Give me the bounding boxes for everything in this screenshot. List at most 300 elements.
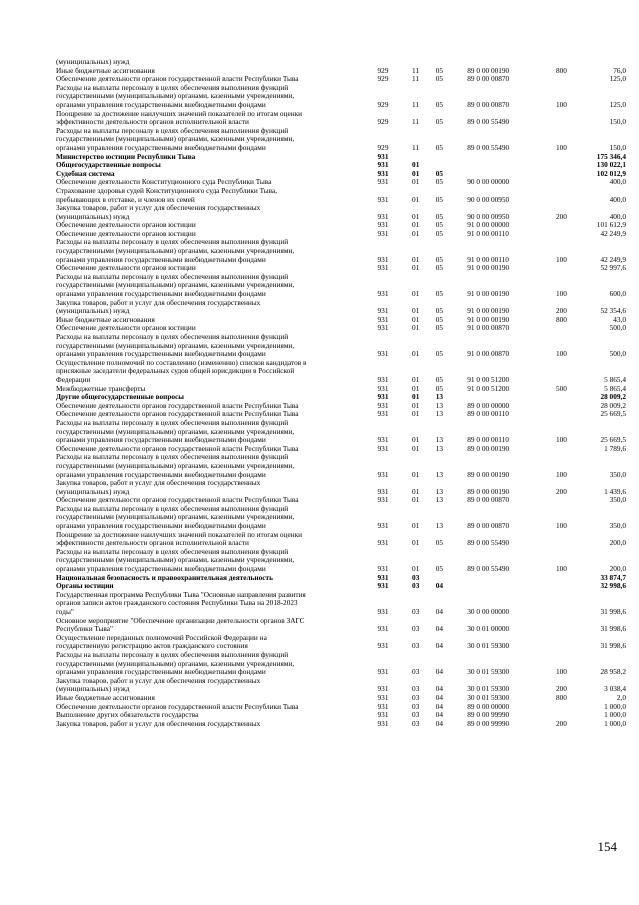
target-article-code: 89 0 00 00110 xyxy=(467,435,509,445)
ministry-code: 931 xyxy=(377,160,389,170)
subsection-code: 05 xyxy=(435,263,443,273)
expense-name: Судебная система xyxy=(56,168,115,178)
subsection-code: 04 xyxy=(435,624,443,634)
section-code: 01 xyxy=(412,443,420,453)
table-row xyxy=(56,677,626,686)
section-code: 01 xyxy=(412,254,420,264)
target-article-code: 91 0 00 00870 xyxy=(467,349,510,359)
expense-name: (муниципальных) нужд xyxy=(56,57,130,66)
expense-name: Осуществление переданных полномочий Российской Федерации на xyxy=(56,632,267,642)
subsection-code: 04 xyxy=(435,581,443,591)
expense-name: органами управления государственными внебюджетными фондами xyxy=(56,142,266,152)
ministry-code: 931 xyxy=(377,710,389,720)
amount: 28 009,2 xyxy=(600,392,626,402)
table-row xyxy=(56,599,626,608)
expense-name: Расходы на выплаты персоналу в целях обеспечения выполнения функций xyxy=(56,503,289,513)
ministry-code: 931 xyxy=(377,306,389,316)
expense-name: Закупка товаров, работ и услуг для обеспечения государственных xyxy=(56,478,261,488)
expense-name: Закупка товаров, работ и услуг для обеспечения государственных xyxy=(56,203,261,213)
expense-name: Поощрение за достижение наилучших значений показателей по итогам оценки xyxy=(56,529,303,539)
target-article-code: 89 0 00 00870 xyxy=(467,74,510,84)
expense-name: Межбюджетные трансферты xyxy=(56,383,146,393)
expense-name: Основное мероприятие "Обеспечение организации деятельности органов ЗАГС xyxy=(56,615,305,625)
expense-name: Обеспечение деятельности органов юстиции xyxy=(56,220,196,230)
target-article-code: 91 0 00 00190 xyxy=(467,263,510,273)
section-code: 01 xyxy=(412,228,420,238)
section-code: 01 xyxy=(412,160,420,170)
expense-name: Министерство юстиции Республики Тыва xyxy=(56,151,196,161)
expense-name: эффективности деятельности органов исполнительной власти xyxy=(56,538,249,548)
section-code: 01 xyxy=(412,409,420,419)
expense-name: государственными (муниципальными) органами, казенными учреждениями, xyxy=(56,340,295,350)
expense-name: Выполнение других обязательств государства xyxy=(56,710,199,720)
section-code: 01 xyxy=(412,400,420,410)
target-article-code: 91 0 00 00110 xyxy=(467,228,509,238)
expense-name: государственными (муниципальными) органами, казенными учреждениями, xyxy=(56,512,295,522)
expense-name: Закупка товаров, работ и услуг для обеспечения государственных xyxy=(56,297,261,307)
amount: 1 439,6 xyxy=(604,486,626,496)
expense-name: пребывающих в отставке, и членов их семей xyxy=(56,194,195,204)
ministry-code: 931 xyxy=(377,581,389,591)
section-code: 03 xyxy=(412,710,420,720)
expense-name: государственными (муниципальными) органами, казенными учреждениями, xyxy=(56,134,295,144)
ministry-code: 931 xyxy=(377,383,389,393)
expense-name: Иные бюджетные ассигнования xyxy=(56,314,155,324)
amount: 1 000,0 xyxy=(604,718,626,728)
expense-name: (муниципальных) нужд xyxy=(56,486,130,496)
expense-name: Обеспечение деятельности органов государственной власти Республики Тыва xyxy=(56,495,299,505)
expense-name: органами управления государственными внебюджетными фондами xyxy=(56,564,266,574)
amount: 175 346,4 xyxy=(596,151,626,161)
expense-type-code: 200 xyxy=(555,718,567,728)
ministry-code: 931 xyxy=(377,538,389,548)
target-article-code: 89 0 00 55490 xyxy=(467,117,510,127)
target-article-code: 89 0 00 55490 xyxy=(467,142,510,152)
subsection-code: 05 xyxy=(435,538,443,548)
section-code: 03 xyxy=(412,581,420,591)
ministry-code: 931 xyxy=(377,718,389,728)
section-code: 01 xyxy=(412,374,420,384)
subsection-code: 13 xyxy=(435,486,443,496)
target-article-code: 89 0 00 99990 xyxy=(467,710,510,720)
section-code: 01 xyxy=(412,168,420,178)
section-code: 11 xyxy=(412,65,420,75)
subsection-code: 05 xyxy=(435,374,443,384)
expense-name: Расходы на выплаты персоналу в целях обеспечения выполнения функций xyxy=(56,546,289,556)
target-article-code: 91 0 00 00000 xyxy=(467,220,510,230)
amount: 400,0 xyxy=(609,194,626,204)
target-article-code: 91 0 00 00190 xyxy=(467,314,510,324)
section-code: 11 xyxy=(412,74,420,84)
amount: 130 022,1 xyxy=(596,160,626,170)
subsection-code: 04 xyxy=(435,692,443,702)
subsection-code: 05 xyxy=(435,168,443,178)
expense-name: Обеспечение деятельности органов государственной власти Республики Тыва xyxy=(56,701,299,711)
section-code: 03 xyxy=(412,641,420,651)
expense-name: Расходы на выплаты персоналу в целях обеспечения выполнения функций xyxy=(56,649,289,659)
ministry-code: 931 xyxy=(377,572,389,582)
ministry-code: 931 xyxy=(377,151,389,161)
target-article-code: 89 0 00 00190 xyxy=(467,65,510,75)
amount: 102 012,9 xyxy=(596,168,626,178)
subsection-code: 04 xyxy=(435,607,443,616)
ministry-code: 931 xyxy=(377,641,389,651)
subsection-code: 05 xyxy=(435,254,443,264)
subsection-code: 13 xyxy=(435,495,443,505)
table-row xyxy=(56,204,626,213)
expense-name: органами управления государственными внебюджетными фондами xyxy=(56,667,266,677)
subsection-code: 05 xyxy=(435,228,443,238)
section-code: 01 xyxy=(412,220,420,230)
section-code: 01 xyxy=(412,314,420,324)
expense-name: Поощрение за достижение наилучших значений показателей по итогам оценки xyxy=(56,108,303,118)
target-article-code: 89 0 00 00000 xyxy=(467,701,510,711)
amount: 400,0 xyxy=(609,177,626,187)
expense-type-code: 200 xyxy=(555,306,567,316)
subsection-code: 05 xyxy=(435,99,443,109)
subsection-code: 13 xyxy=(435,443,443,453)
expense-name: Обеспечение деятельности органов государственной власти Республики Тыва xyxy=(56,409,299,419)
expense-name: эффективности деятельности органов исполнительной власти xyxy=(56,117,249,127)
subsection-code: 05 xyxy=(435,211,443,221)
expense-name: (муниципальных) нужд xyxy=(56,684,130,694)
expense-name: Расходы на выплаты персоналу в целях обеспечения выполнения функций xyxy=(56,332,289,341)
section-code: 01 xyxy=(412,263,420,273)
amount: 42 249,9 xyxy=(600,228,626,238)
expense-type-code: 100 xyxy=(555,564,567,574)
ministry-code: 931 xyxy=(377,667,389,677)
expense-name: государственными (муниципальными) органами, казенными учреждениями, xyxy=(56,91,295,101)
section-code: 01 xyxy=(412,538,420,548)
expense-name: Закупка товаров, работ и услуг для обеспечения государственных xyxy=(56,675,261,685)
page-number: 154 xyxy=(597,839,617,854)
section-code: 11 xyxy=(412,99,420,109)
expense-name: Обеспечение деятельности Конституционного суда Республики Тыва xyxy=(56,177,272,187)
ministry-code: 931 xyxy=(377,349,389,359)
expense-name: Обеспечение деятельности органов государственной власти Республики Тыва xyxy=(56,443,299,453)
expense-name: Федерации xyxy=(56,374,91,384)
subsection-code: 05 xyxy=(435,177,443,187)
amount: 350,0 xyxy=(609,469,626,479)
ministry-code: 931 xyxy=(377,392,389,402)
ministry-code: 931 xyxy=(377,400,389,410)
section-code: 01 xyxy=(412,383,420,393)
section-code: 01 xyxy=(412,469,420,479)
section-code: 11 xyxy=(412,117,420,127)
expense-type-code: 100 xyxy=(555,349,567,359)
section-code: 01 xyxy=(412,306,420,316)
subsection-code: 05 xyxy=(435,289,443,299)
amount: 43,0 xyxy=(613,314,626,324)
target-article-code: 89 0 00 00000 xyxy=(467,400,510,410)
target-article-code: 90 0 00 00950 xyxy=(467,211,510,221)
amount: 28 958,2 xyxy=(600,667,626,677)
expense-name: Органы юстиции xyxy=(56,581,114,591)
expense-name: Расходы на выплаты персоналу в целях обеспечения выполнения функций xyxy=(56,417,289,427)
ministry-code: 931 xyxy=(377,314,389,324)
subsection-code: 13 xyxy=(435,392,443,402)
expense-name: Иные бюджетные ассигнования xyxy=(56,65,155,75)
expense-name: Республики Тыва" xyxy=(56,624,113,634)
target-article-code: 91 0 00 00190 xyxy=(467,289,510,299)
expense-name: государственную регистрацию актов гражданского состояния xyxy=(56,641,248,651)
amount: 76,0 xyxy=(613,65,626,75)
ministry-code: 931 xyxy=(377,409,389,419)
subsection-code: 04 xyxy=(435,701,443,711)
subsection-code: 05 xyxy=(435,142,443,152)
ministry-code: 931 xyxy=(377,469,389,479)
subsection-code: 13 xyxy=(435,400,443,410)
expense-name: Обеспечение деятельности органов юстиции xyxy=(56,263,196,273)
target-article-code: 89 0 00 00870 xyxy=(467,99,510,109)
amount: 5 865,4 xyxy=(604,383,626,393)
amount: 31 998,6 xyxy=(600,624,626,634)
amount: 3 038,4 xyxy=(604,684,626,694)
target-article-code: 89 0 00 00870 xyxy=(467,495,510,505)
subsection-code: 05 xyxy=(435,220,443,230)
section-code: 01 xyxy=(412,521,420,531)
amount: 28 009,2 xyxy=(600,400,626,410)
target-article-code: 30 0 01 59300 xyxy=(467,692,510,702)
ministry-code: 931 xyxy=(377,521,389,531)
expense-name: государственными (муниципальными) органами, казенными учреждениями, xyxy=(56,555,295,565)
subsection-code: 05 xyxy=(435,65,443,75)
section-code: 03 xyxy=(412,607,420,616)
amount: 52 997,6 xyxy=(600,263,626,273)
target-article-code: 91 0 00 00190 xyxy=(467,306,510,316)
expense-name: органами управления государственными внебюджетными фондами xyxy=(56,289,266,299)
expense-type-code: 100 xyxy=(555,667,567,677)
amount: 125,0 xyxy=(609,74,626,84)
amount: 2,0 xyxy=(616,692,626,702)
expense-name: Иные бюджетные ассигнования xyxy=(56,692,155,702)
expense-type-code: 200 xyxy=(555,486,567,496)
expense-name: государственными (муниципальными) органами, казенными учреждениями, xyxy=(56,460,295,470)
section-code: 01 xyxy=(412,435,420,445)
section-code: 03 xyxy=(412,624,420,634)
expense-name: Другие общегосударственные вопросы xyxy=(56,392,184,402)
ministry-code: 929 xyxy=(377,74,389,84)
expense-name: органами управления государственными внебюджетными фондами xyxy=(56,521,266,531)
ministry-code: 931 xyxy=(377,263,389,273)
ministry-code: 929 xyxy=(377,65,389,75)
expense-type-code: 800 xyxy=(555,692,567,702)
expense-name: Закупка товаров, работ и услуг для обеспечения государственных xyxy=(56,718,261,728)
target-article-code: 30 0 00 00000 xyxy=(467,607,510,616)
budget-table xyxy=(56,58,626,728)
ministry-code: 931 xyxy=(377,289,389,299)
subsection-code: 05 xyxy=(435,314,443,324)
target-article-code: 90 0 00 00950 xyxy=(467,194,510,204)
target-article-code: 90 0 00 00000 xyxy=(467,177,510,187)
amount: 200,0 xyxy=(609,564,626,574)
section-code: 01 xyxy=(412,486,420,496)
subsection-code: 04 xyxy=(435,710,443,720)
subsection-code: 05 xyxy=(435,74,443,84)
ministry-code: 931 xyxy=(377,435,389,445)
ministry-code: 929 xyxy=(377,142,389,152)
ministry-code: 931 xyxy=(377,177,389,187)
expense-name: годы" xyxy=(56,607,74,616)
subsection-code: 05 xyxy=(435,564,443,574)
amount: 101 612,9 xyxy=(596,220,626,230)
amount: 150,0 xyxy=(609,117,626,127)
subsection-code: 13 xyxy=(435,469,443,479)
target-article-code: 30 0 01 00000 xyxy=(467,624,510,634)
ministry-code: 931 xyxy=(377,701,389,711)
expense-name: Общегосударственные вопросы xyxy=(56,160,161,170)
amount: 25 669,5 xyxy=(600,409,626,419)
expense-name: Государственная программа Республики Тыва "Основные направления развития xyxy=(56,589,306,599)
table-row xyxy=(56,367,626,376)
amount: 500,0 xyxy=(609,349,626,359)
expense-name: (муниципальных) нужд xyxy=(56,211,130,221)
amount: 52 354,6 xyxy=(600,306,626,316)
amount: 400,0 xyxy=(609,211,626,221)
target-article-code: 89 0 00 00190 xyxy=(467,486,510,496)
ministry-code: 931 xyxy=(377,254,389,264)
table-row xyxy=(56,617,626,626)
expense-name: органами управления государственными внебюджетными фондами xyxy=(56,469,266,479)
section-code: 03 xyxy=(412,667,420,677)
subsection-code: 04 xyxy=(435,641,443,651)
ministry-code: 931 xyxy=(377,220,389,230)
table-row xyxy=(56,720,626,729)
section-code: 01 xyxy=(412,194,420,204)
subsection-code: 05 xyxy=(435,194,443,204)
ministry-code: 929 xyxy=(377,99,389,109)
expense-type-code: 100 xyxy=(555,289,567,299)
subsection-code: 13 xyxy=(435,521,443,531)
expense-type-code: 800 xyxy=(555,65,567,75)
expense-name: Обеспечение деятельности органов юстиции xyxy=(56,323,196,333)
amount: 600,0 xyxy=(609,289,626,299)
expense-name: органами управления государственными внебюджетными фондами xyxy=(56,99,266,109)
expense-name: Расходы на выплаты персоналу в целях обеспечения выполнения функций xyxy=(56,82,289,92)
section-code: 01 xyxy=(412,564,420,574)
amount: 150,0 xyxy=(609,142,626,152)
amount: 500,0 xyxy=(609,323,626,333)
expense-name: Осуществление полномочий по составлению (изменению) списков кандидатов в xyxy=(56,357,307,367)
subsection-code: 04 xyxy=(435,718,443,728)
expense-name: государственными (муниципальными) органами, казенными учреждениями, xyxy=(56,280,295,290)
ministry-code: 931 xyxy=(377,374,389,384)
section-code: 03 xyxy=(412,701,420,711)
section-code: 11 xyxy=(412,142,420,152)
section-code: 01 xyxy=(412,392,420,402)
ministry-code: 931 xyxy=(377,684,389,694)
amount: 125,0 xyxy=(609,99,626,109)
table-row xyxy=(56,574,626,583)
subsection-code: 13 xyxy=(435,409,443,419)
ministry-code: 931 xyxy=(377,228,389,238)
subsection-code: 05 xyxy=(435,117,443,127)
ministry-code: 931 xyxy=(377,486,389,496)
expense-name: (муниципальных) нужд xyxy=(56,306,130,316)
target-article-code: 30 0 01 59300 xyxy=(467,641,510,651)
expense-name: присяжные заседатели федеральных судов общей юрисдикции в Российской xyxy=(56,366,295,376)
section-code: 03 xyxy=(412,572,420,582)
expense-name: Расходы на выплаты персоналу в целях обеспечения выполнения функций xyxy=(56,452,289,462)
target-article-code: 30 0 01 59300 xyxy=(467,684,510,694)
section-code: 01 xyxy=(412,289,420,299)
amount: 42 249,9 xyxy=(600,254,626,264)
expense-type-code: 800 xyxy=(555,314,567,324)
expense-name: Расходы на выплаты персоналу в целях обеспечения выполнения функций xyxy=(56,125,289,135)
target-article-code: 91 0 00 51200 xyxy=(467,383,510,393)
subsection-code: 04 xyxy=(435,684,443,694)
expense-name: органами управления государственными внебюджетными фондами xyxy=(56,349,266,359)
subsection-code: 05 xyxy=(435,306,443,316)
amount: 31 998,6 xyxy=(600,641,626,651)
amount: 200,0 xyxy=(609,538,626,548)
target-article-code: 89 0 00 00190 xyxy=(467,443,510,453)
target-article-code: 89 0 00 99990 xyxy=(467,718,510,728)
amount: 350,0 xyxy=(609,521,626,531)
expense-name: Обеспечение деятельности органов юстиции xyxy=(56,228,196,238)
expense-name: государственными (муниципальными) органами, казенными учреждениями, xyxy=(56,246,295,256)
ministry-code: 931 xyxy=(377,323,389,333)
section-code: 01 xyxy=(412,495,420,505)
target-article-code: 91 0 00 51200 xyxy=(467,374,510,384)
expense-type-code: 100 xyxy=(555,254,567,264)
table-row xyxy=(56,479,626,488)
amount: 25 669,5 xyxy=(600,435,626,445)
expense-name: государственными (муниципальными) органами, казенными учреждениями, xyxy=(56,426,295,436)
expense-name: органами управления государственными внебюджетными фондами xyxy=(56,254,266,264)
section-code: 01 xyxy=(412,211,420,221)
amount: 5 865,4 xyxy=(604,374,626,384)
amount: 32 998,6 xyxy=(600,581,626,591)
ministry-code: 931 xyxy=(377,564,389,574)
target-article-code: 89 0 00 00110 xyxy=(467,409,509,419)
expense-name: органов записи актов гражданского состояния Республики Тыва на 2018-2023 xyxy=(56,598,298,608)
expense-type-code: 200 xyxy=(555,684,567,694)
section-code: 01 xyxy=(412,349,420,359)
ministry-code: 931 xyxy=(377,692,389,702)
expense-type-code: 100 xyxy=(555,521,567,531)
expense-type-code: 100 xyxy=(555,142,567,152)
amount: 31 998,6 xyxy=(600,607,626,616)
expense-type-code: 100 xyxy=(555,435,567,445)
ministry-code: 931 xyxy=(377,495,389,505)
subsection-code: 05 xyxy=(435,349,443,359)
section-code: 03 xyxy=(412,684,420,694)
target-article-code: 89 0 00 00870 xyxy=(467,521,510,531)
expense-name: органами управления государственными внебюджетными фондами xyxy=(56,435,266,445)
section-code: 01 xyxy=(412,177,420,187)
expense-name: Обеспечение деятельности органов государственной власти Республики Тыва xyxy=(56,400,299,410)
target-article-code: 91 0 00 00870 xyxy=(467,323,510,333)
target-article-code: 91 0 00 00110 xyxy=(467,254,509,264)
ministry-code: 931 xyxy=(377,443,389,453)
section-code: 03 xyxy=(412,718,420,728)
expense-name: Расходы на выплаты персоналу в целях обеспечения выполнения функций xyxy=(56,271,289,281)
target-article-code: 30 0 01 59300 xyxy=(467,667,510,677)
subsection-code: 05 xyxy=(435,383,443,393)
expense-type-code: 500 xyxy=(555,383,567,393)
ministry-code: 931 xyxy=(377,211,389,221)
target-article-code: 89 0 00 55490 xyxy=(467,564,510,574)
section-code: 01 xyxy=(412,323,420,333)
expense-type-code: 100 xyxy=(555,469,567,479)
subsection-code: 13 xyxy=(435,435,443,445)
ministry-code: 931 xyxy=(377,607,389,616)
ministry-code: 929 xyxy=(377,117,389,127)
expense-type-code: 100 xyxy=(555,99,567,109)
amount: 33 874,7 xyxy=(600,572,626,582)
target-article-code: 89 0 00 55490 xyxy=(467,538,510,548)
